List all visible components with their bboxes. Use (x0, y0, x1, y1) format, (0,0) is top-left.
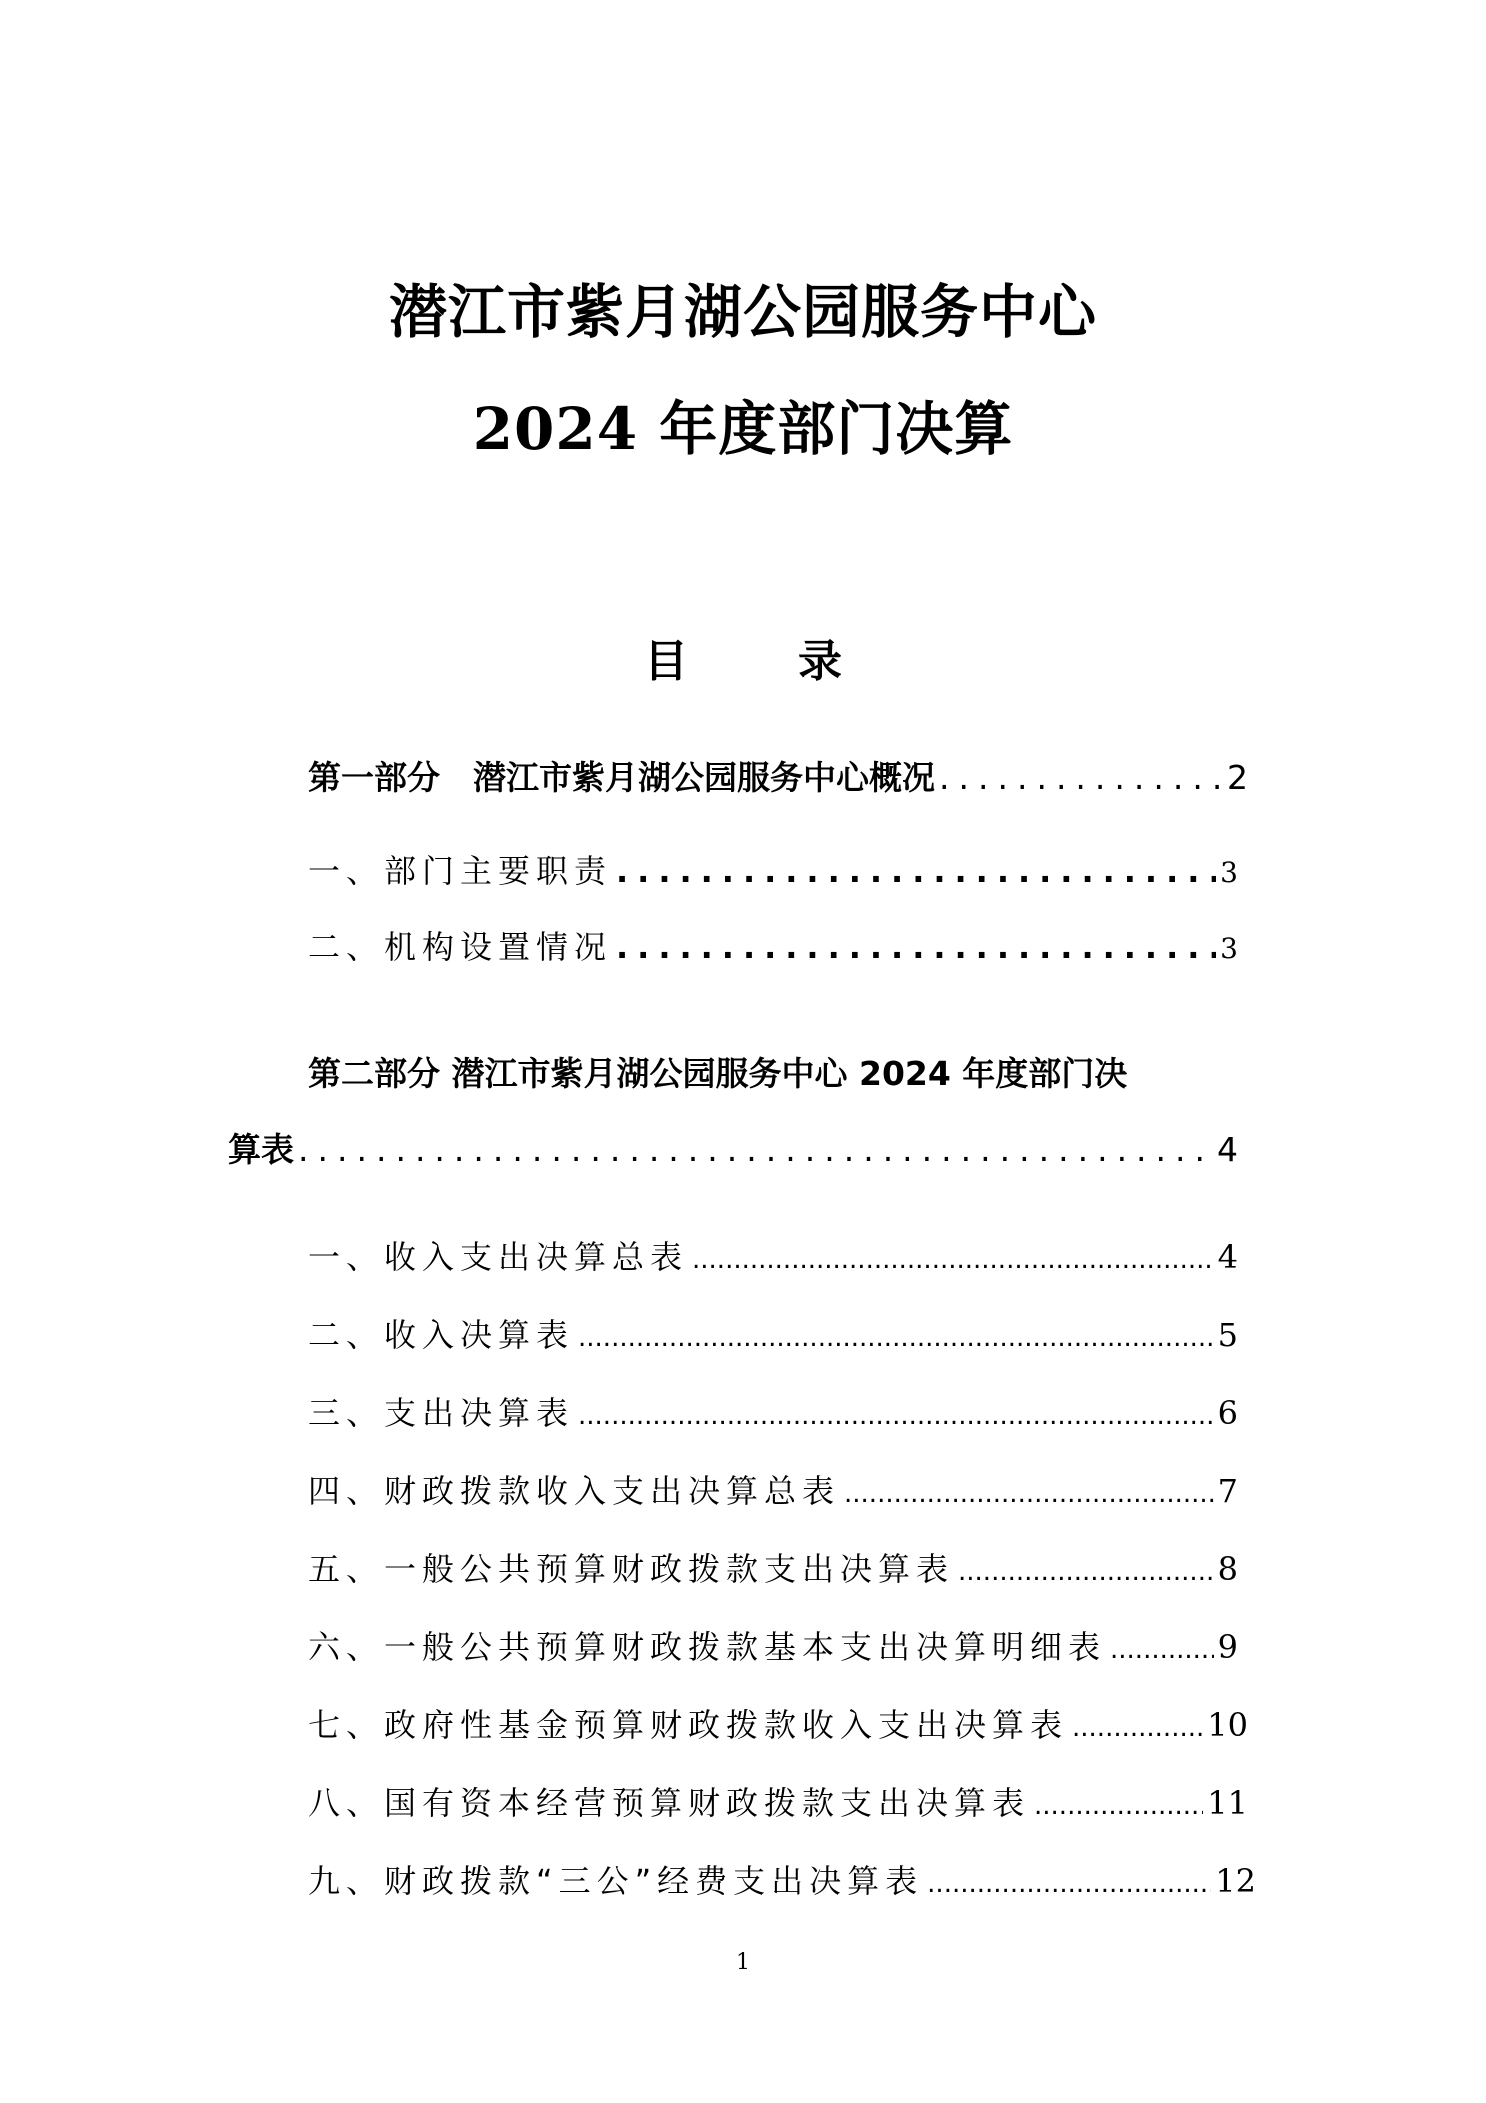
toc-leader (844, 1479, 1214, 1509)
toc-item-page: 3 (1220, 856, 1238, 889)
toc-item-label: 一、部门主要职责 (308, 852, 613, 890)
toc-leader (616, 852, 1216, 890)
toc-item-label: 五、一般公共预算财政拨款支出决算表 (308, 1550, 955, 1588)
document-subtitle: 2024 年度部门决算 (472, 395, 1014, 463)
toc-part2-page: 4 (1217, 1130, 1238, 1169)
toc-item-page: 6 (1217, 1394, 1238, 1432)
toc-item[interactable] (308, 1778, 1248, 1824)
toc-leader (616, 928, 1216, 966)
toc-item-label: 三、支出决算表 (308, 1394, 575, 1432)
toc-item-label: 一、收入支出决算总表 (308, 1238, 689, 1276)
toc-item[interactable] (308, 1466, 1238, 1512)
toc-leader (578, 1401, 1214, 1431)
toc-item-label: 七、政府性基金预算财政拨款收入支出决算表 (308, 1706, 1069, 1744)
toc-item[interactable] (308, 1388, 1238, 1434)
toc-item-label: 六、一般公共预算财政拨款基本支出决算明细表 (308, 1628, 1107, 1666)
toc-item-page: 5 (1217, 1316, 1238, 1354)
toc-leader (692, 1245, 1214, 1275)
toc-item-page: 11 (1207, 1784, 1248, 1822)
toc-item[interactable] (308, 1700, 1248, 1746)
toc-leader (958, 1557, 1214, 1587)
toc-part1-label: 第一部分 潜江市紫月湖公园服务中心概况 (308, 758, 935, 797)
toc-item-label: 八、国有资本经营预算财政拨款支出决算表 (308, 1784, 1031, 1822)
toc-leader (1034, 1791, 1203, 1821)
toc-item-label: 二、机构设置情况 (308, 928, 613, 966)
toc-item[interactable] (308, 1856, 1256, 1902)
toc-heading-right: 录 (798, 636, 842, 687)
toc-item-page: 8 (1217, 1550, 1238, 1588)
toc-item-page: 4 (1217, 1238, 1238, 1276)
toc-part2-label-line1[interactable]: 第二部分 潜江市紫月湖公园服务中心 2024 年度部门决 (308, 1054, 1128, 1093)
document-title: 潜江市紫月湖公园服务中心 (388, 278, 1097, 346)
toc-item[interactable] (308, 846, 1238, 892)
toc-item[interactable] (308, 1232, 1238, 1278)
toc-item-page: 10 (1207, 1706, 1248, 1744)
toc-item-label: 九、财政拨款“三公”经费支出决算表 (308, 1862, 924, 1900)
toc-heading (0, 636, 1486, 687)
toc-item[interactable] (308, 1310, 1238, 1356)
toc-part2-label-line2: 算表 (228, 1130, 294, 1169)
toc-heading-left: 目 (644, 636, 688, 687)
toc-leader (927, 1869, 1211, 1899)
toc-part1[interactable] (308, 752, 1248, 799)
toc-item-label: 二、收入决算表 (308, 1316, 575, 1354)
toc-leader (298, 1130, 1213, 1169)
toc-leader (939, 758, 1223, 797)
page-number: 1 (736, 1950, 750, 1975)
toc-leader (1110, 1635, 1214, 1665)
toc-item[interactable] (308, 1544, 1238, 1590)
toc-item-page: 9 (1217, 1628, 1238, 1666)
toc-item-page: 7 (1217, 1472, 1238, 1510)
toc-item[interactable] (308, 922, 1238, 968)
toc-leader (578, 1323, 1214, 1353)
toc-part2[interactable] (228, 1124, 1238, 1171)
toc-item[interactable] (308, 1622, 1238, 1668)
toc-item-page: 3 (1220, 932, 1238, 965)
toc-item-label: 四、财政拨款收入支出决算总表 (308, 1472, 841, 1510)
toc-leader (1072, 1713, 1203, 1743)
toc-part1-page: 2 (1227, 758, 1248, 797)
toc-item-page: 12 (1215, 1862, 1256, 1900)
